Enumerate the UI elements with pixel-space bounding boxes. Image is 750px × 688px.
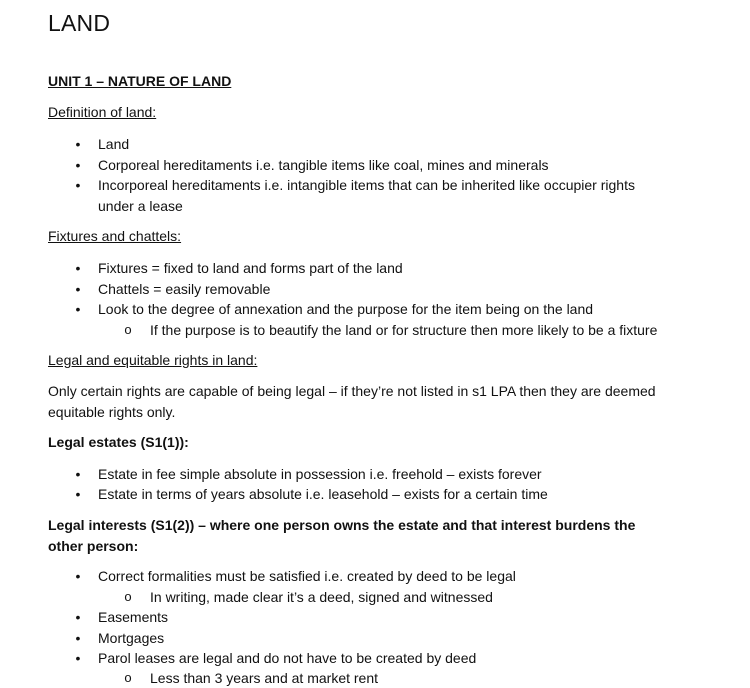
list-item: • Estate in fee simple absolute in possession i.e. freehold – exists forever [72, 464, 672, 485]
bullet-icon: • [75, 609, 81, 625]
legal-equitable-paragraph: Only certain rights are capable of being legal – if they’re not listed in s1 LPA then they are deemed equitable rights only. [48, 383, 656, 420]
sub-list-item: o Less than 3 years and at market rent [122, 668, 722, 688]
sub-list-item: o In writing, made clear it’s a deed, signed and witnessed [122, 587, 722, 607]
list-item: • Land [72, 134, 672, 155]
bullet-icon: • [75, 136, 81, 152]
list-item: • Mortgages [72, 628, 672, 649]
bullet-icon: • [75, 466, 81, 482]
legal-interests-heading: Legal interests (S1(2)) – where one person owns the estate and that interest burdens the other person: [48, 517, 636, 554]
bullet-icon: • [75, 650, 81, 666]
fixtures-heading: Fixtures and chattels: [48, 228, 182, 244]
list-item: • Fixtures = fixed to land and forms part of the land [72, 258, 672, 279]
bullet-icon: • [75, 630, 81, 646]
list-item: • Look to the degree of annexation and the purpose for the item being on the land [72, 299, 672, 320]
list-item: • Corporeal hereditaments i.e. tangible items like coal, mines and minerals [72, 155, 672, 176]
bullet-icon: • [75, 157, 81, 173]
list-item: • Parol leases are legal and do not have to be created by deed [72, 648, 672, 669]
sub-bullet-icon: o [124, 589, 132, 604]
list-item: • Chattels = easily removable [72, 279, 672, 300]
sub-bullet-icon: o [124, 670, 132, 685]
unit-heading: UNIT 1 – NATURE OF LAND [48, 73, 232, 89]
bullet-icon: • [75, 260, 81, 276]
definition-heading: Definition of land: [48, 104, 157, 120]
page-title: LAND [48, 10, 111, 36]
bullet-icon: • [75, 568, 81, 584]
legal-equitable-heading: Legal and equitable rights in land: [48, 352, 258, 368]
sub-list-item: o If the purpose is to beautify the land or for structure then more likely to be a fixture [122, 320, 722, 340]
bullet-icon: • [75, 177, 81, 193]
list-item: • Easements [72, 607, 672, 628]
legal-estates-heading: Legal estates (S1(1)): [48, 434, 189, 450]
bullet-icon: • [75, 301, 81, 317]
list-item: • Correct formalities must be satisfied i.e. created by deed to be legal [72, 566, 672, 587]
list-item: • Estate in terms of years absolute i.e. leasehold – exists for a certain time [72, 484, 672, 505]
list-item: • Incorporeal hereditaments i.e. intangible items that can be inherited like occupier rights under a lease [72, 175, 642, 216]
sub-bullet-icon: o [124, 322, 132, 337]
bullet-icon: • [75, 486, 81, 502]
bullet-icon: • [75, 281, 81, 297]
